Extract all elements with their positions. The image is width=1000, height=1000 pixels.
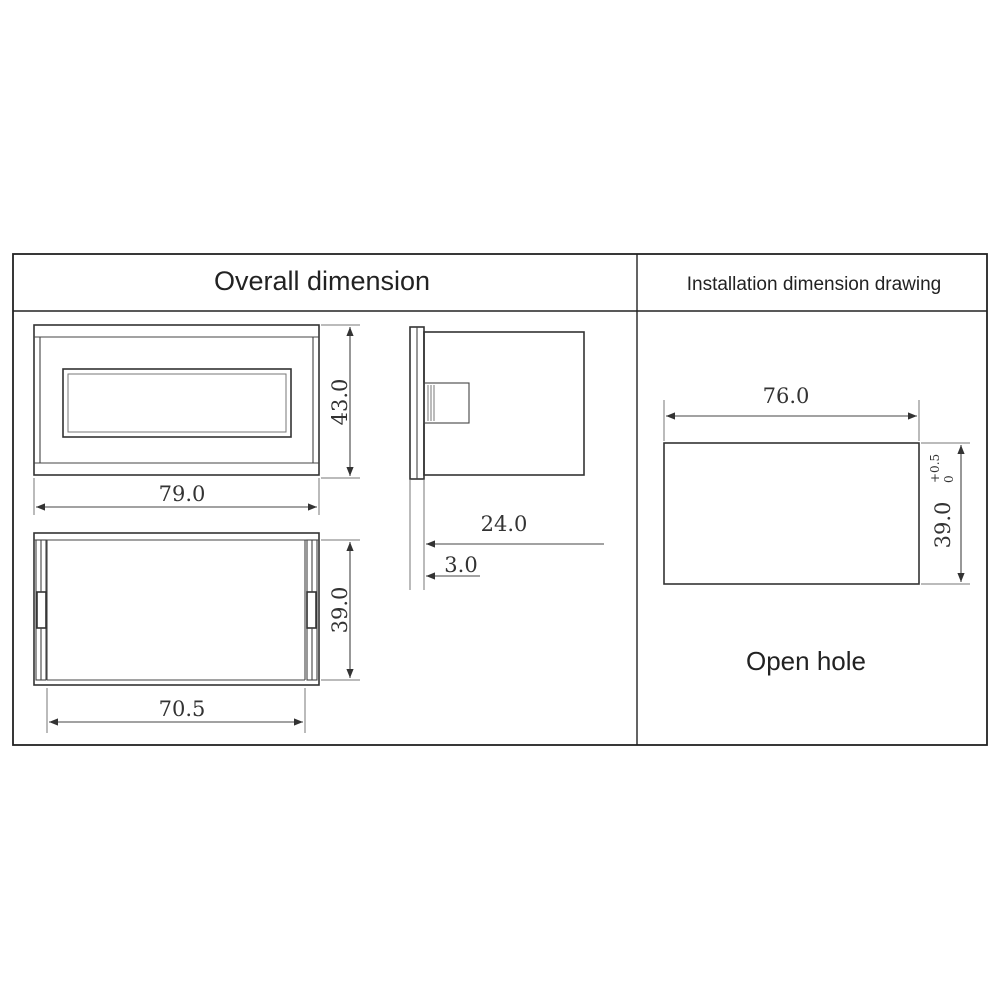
hole-width-label: 76.0 (762, 384, 810, 408)
hole-tolerance-upper: +0.5 (928, 453, 942, 483)
hole-height-label: 39.0 (931, 501, 955, 549)
hole-height-dimension (921, 443, 970, 584)
front-width-dimension (34, 478, 319, 515)
hole-width-dimension (664, 384, 919, 441)
back-height-label: 39.0 (328, 586, 352, 634)
side-depth-label: 24.0 (480, 512, 528, 536)
open-hole-view (664, 443, 919, 584)
installation-drawing-title: Installation dimension drawing (686, 274, 942, 295)
back-width-dimension (47, 688, 305, 733)
side-view (410, 327, 584, 479)
open-hole-caption: Open hole (746, 646, 866, 676)
front-height-dimension (321, 325, 360, 478)
back-width-label: 70.5 (158, 697, 206, 721)
back-height-dimension (321, 540, 360, 680)
side-depth-dimension (410, 480, 604, 590)
side-flange-dimension (426, 553, 480, 577)
front-width-label: 79.0 (158, 482, 206, 506)
side-flange-label: 3.0 (444, 553, 478, 577)
front-height-label: 43.0 (328, 378, 352, 426)
display-window (63, 369, 291, 437)
hole-tolerance-lower: 0 (942, 475, 956, 483)
front-view (34, 325, 319, 475)
back-view (34, 533, 319, 685)
overall-dimension-title: Overall dimension (213, 266, 431, 296)
